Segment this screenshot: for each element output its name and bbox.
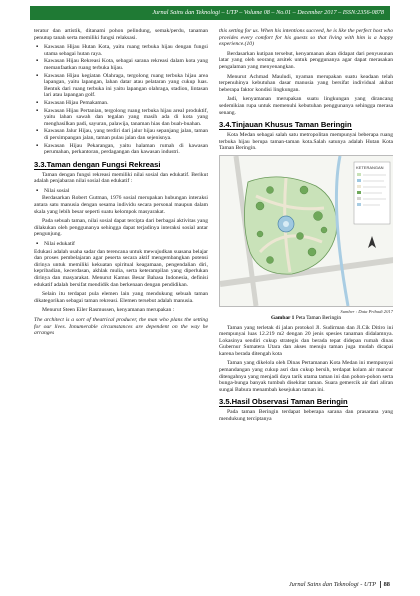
paragraph: Pada taman Beringin terdapat beberapa sarana dan prasarana yang mendukung terciptanya bbox=[219, 409, 393, 423]
section-heading: 3.5.Hasil Observasi Taman Beringin bbox=[219, 397, 348, 407]
list-item: ▪ Nilai edukatif bbox=[34, 241, 208, 248]
list-item: ▪ Kawasan Jalur Hijau, yang terdiri dari jalur hijau sepanjang jalan, taman di persimpangan jalan, taman pulau jalan dan sejenisnya. bbox=[34, 128, 208, 141]
map-legend-title: KETERANGAN bbox=[356, 164, 384, 170]
list-item: ▪ Kawasan Hijau kegiatan Olahraga, tergolong ruang terbuka hijau area lapangan, yaitu lapangan, lahan datar atau pelataran yang cukup luas. Bentuk dari ruang terbuka ini yaitu lapangan olahraga, stadion, lintasan lari atau lapangan golf. bbox=[34, 73, 208, 99]
running-header: Jurnal Sains dan Teknologi – UTP – Volume 08 – No.01 – December 2017 – ISSN:2356-0878 bbox=[30, 6, 390, 20]
park-map-image bbox=[220, 156, 393, 306]
paragraph: teratur dan artistik, ditanami pohon pelindung, semak/perdu, tanaman penutup tanah serta memiliki fungsi relaksasi. bbox=[34, 28, 208, 41]
section-heading: 3.3.Taman dengan Fungsi Rekreasi bbox=[34, 159, 161, 169]
park-map-figure bbox=[219, 155, 393, 307]
paragraph: Berdasarkan Robert Gutman, 1976 sosial merupakan hubungan interaksi antara satu manusia dengan sesama individu secara personal maupun dalam skala yang lebih besar seperti suatu kelompok masyarakat. bbox=[34, 195, 208, 215]
list-item: ▪ Kawasan Hijau Hutan Kota, yaitu ruang terbuka hijau dengan fungsi utama sebagai hutan raya. bbox=[34, 44, 208, 57]
left-column bbox=[34, 28, 208, 573]
paragraph: Berdasarkan kutipan tersebut, kenyamanan akan didapat dari penyusunan latar yang oleh seorang arsitek untuk penggunanya agar dapat merasakan pengalaman yang menyenangkan. bbox=[219, 50, 393, 70]
paragraph: Edukasi adalah usaha sadar dan terencana untuk mewujudkan suasana belajar dan proses pembelajaran agar peserta secara aktif mengembangkan potensi dirinya untuk memiliki kekuatan spiritual keagamaan, pengendalian diri, kepribadian, kecerdasan, akhlak mulia, serta keterampilan yang diperlukan dirinya dan masyarakat. Menurut Kamus Besar Bahasa Indonesia, definisi edukatif adalah bersifat mendidik dan berkenaan dengan pendidikan. bbox=[34, 248, 208, 288]
paragraph: Pada sebuah taman, nilai sosial dapat tercipta dari berbagai aktivitas yang dilakukan oleh penggunanya sehingga dapat terjadinya interaksi sosial antar pengunjung. bbox=[34, 218, 208, 238]
quote: The architect is a sort of theatrical producer, the man who plans the setting for our lives. Innumerable circumstances are dependent on the way he arranges bbox=[34, 316, 208, 337]
list-item: ▪ Nilai sosial bbox=[34, 188, 208, 195]
list-item: ▪ Kawasan Hijau Rekreasi Kota, sebagai sarana rekreasi dalam kota yang memanfaatkan ruang terbuka hijau. bbox=[34, 58, 208, 71]
paragraph: Jadi, kenyamanan merupakan suatu lingkungan yang dirancang sedemikian rupa untuk memenuhi kebutuhan penggunanya sehingga merasa senang. bbox=[219, 96, 393, 116]
running-footer bbox=[34, 580, 390, 590]
figure-caption: Gambar 1 Peta Taman Beringin bbox=[270, 314, 342, 321]
paragraph: Menurut Steen Eiler Rasmussen, kenyamanan merupakan : bbox=[42, 307, 175, 314]
section-heading: 3.4.Tinjauan Khusus Taman Beringin bbox=[219, 120, 352, 130]
paragraph: Taman yang dikelola oleh Dinas Pertamanan Kota Medan ini mempunyai pemandangan yang cukup asri dan cukup bersih, terdapat kolam air mancur ditengahnya yang menjadi daya tarik utama taman ini dan pohon-pohon serta bunga-bunga banyak tumbuh disekitar taman. Suara gemercik air dari aliran sungai Babura menambah kesejukan taman ini. bbox=[219, 360, 393, 393]
paragraph: Taman yang terletak di jalan protokol Jl. Sudirman dan Jl.Cik Ditiro ini mempunyai luas 12.219 m2 dengan 20 jenis spesies tanaman didalamnya. Lokasinya sendiri cukup strategis dan berada tepat didepan rumah dinas Gubernur Sumatera Utara dan akses menuju taman juga mudah dicapai karena berada ditengah kota bbox=[219, 324, 393, 357]
figure-source: Sumber : Data Pribadi 2017 bbox=[340, 308, 393, 314]
right-column bbox=[219, 28, 393, 573]
list-item: ▪ Kawasan Hijau Pemakaman. bbox=[34, 100, 208, 107]
footer-journal: Jurnal Sains dan Teknologi - UTP bbox=[288, 581, 376, 588]
paragraph: Selain itu terdapat pula elemen lain yang mendukung sebuah taman dikategorikan sebagai taman rekreasi. Elemen tersebut adalah manusia. bbox=[34, 291, 208, 304]
list-item: ▪ Kawasan Hijau Pekarangan, yaitu halaman rumah di kawasan perumahan, perkantoran, perdagangan dan kawasan industri. bbox=[34, 143, 208, 156]
paragraph: Menurut Achmad Mauludi, nyaman merupakan suatu keadaan telah terpenuhinya kebutuhan dasar manusia yang bersifat individual akibat beberapa faktor kondisi lingkungan. bbox=[219, 73, 393, 93]
page-number: 88 bbox=[380, 581, 390, 588]
paragraph: Kota Medan sebagai salah satu metropolitan mempunyai beberapa ruang terbuka hijau berupa taman-taman kota.Salah satunya adalah Hutan Kota Taman Beringin. bbox=[219, 132, 393, 152]
list-item: ▪ Kawasan Hijau Pertanian, tergolong ruang terbuka hijau areal produktif, yaitu lahan sawah dan tegalan yang masih ada di kota yang menghasilkan padi, sayuran, palawija, tanaman hias dan buah-buahan. bbox=[34, 108, 208, 128]
quote: this setting for us. When his intentions succeed, he is like the perfect host who provides every comfort for his guests so that living with him is a happy experience.(10) bbox=[219, 28, 393, 48]
paragraph: Taman dengan fungsi rekreasi memiliki nilai sosial dan edukatif. Berikut adalah penjabaran nilai sosial dan edukatif : bbox=[34, 171, 208, 185]
